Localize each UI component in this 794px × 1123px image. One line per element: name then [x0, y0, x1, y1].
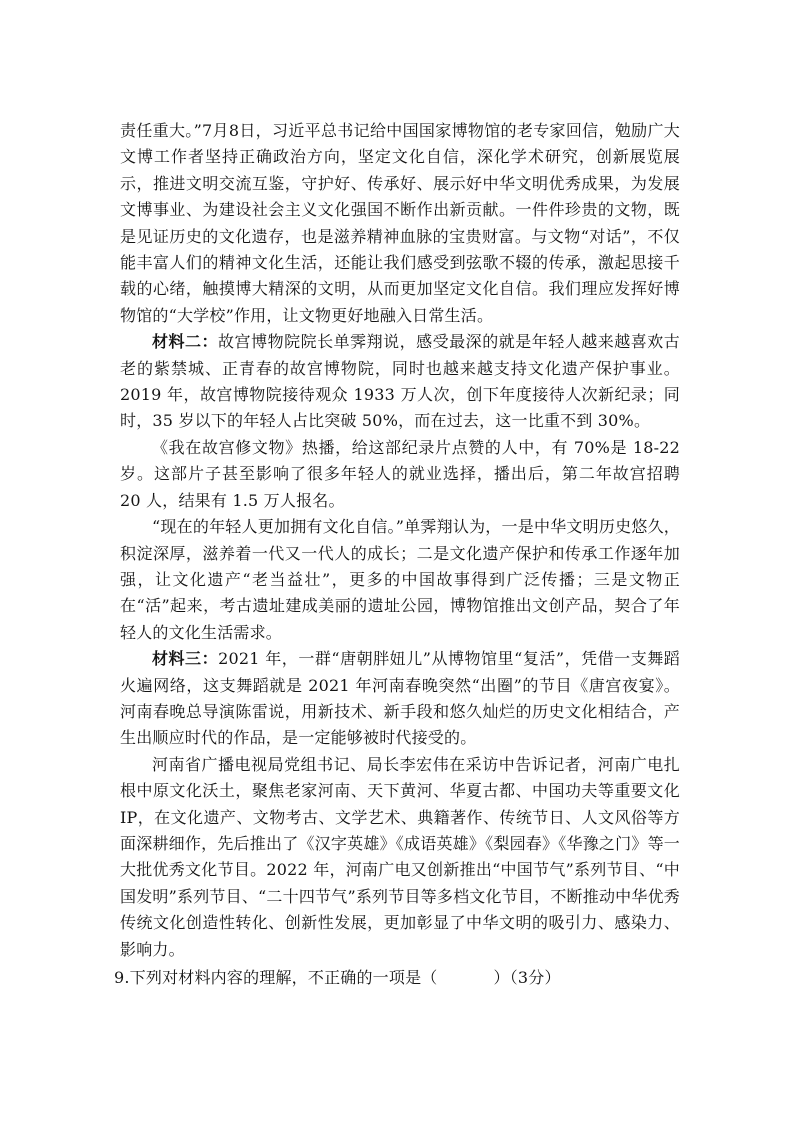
paragraph-2-text: 故宫博物院院长单霁翔说，感受最深的就是年轻人越来越喜欢古老的紫禁城、正青春的故宫博物院，同时也越来越支持文化遗产保护事业。2019 年，故宫博物院接待观众 1933 万人次，创下年度接待人次新纪录；同时，35 岁以下的年轻人占比突破 50%，而在过去，这一比重不到 30%。: [120, 332, 680, 431]
paragraph-4-text: “现在的年轻人更加拥有文化自信。”单霁翔认为，一是中华文明历史悠久，积淀深厚，滋养着一代又一代人的成长；二是文化遗产保护和传承工作逐年加强，让文化遗产“老当益壮”，更多的中国故事得到广泛传播；三是文物正在“活”起来，考古遗址建成美丽的遗址公园，博物馆推出文创产品，契合了年轻人的文化生活需求。: [120, 517, 680, 642]
paragraph-3: [120, 435, 680, 514]
paragraph-4: [120, 514, 680, 646]
article-body: [114, 118, 680, 991]
question-stem: 9.下列对材料内容的理解，不正确的一项是（: [114, 968, 438, 987]
paragraph-1-text: 责任重大。”7月8日，习近平总书记给中国国家博物馆的老专家回信，勉励广大文博工作者坚持正确政治方向，坚定文化自信，深化学术研究，创新展览展示，推进文明交流互鉴，守护好、传承好、展示好中华文明优秀成果，为发展文博事业、为建设社会主义文化强国不断作出新贡献。一件件珍贵的文物，既是见证历史的文化遗存，也是滋养精神血脉的宝贵财富。与文物“对话”，不仅能丰富人们的精神文化生活，还能让我们感受到弦歌不辍的传承，激起思接千载的心绪，触摸博大精深的文明，从而更加坚定文化自信。我们理应发挥好博物馆的“大学校”作用，让文物更好地融入日常生活。: [120, 121, 680, 325]
material-three-label: 材料三：: [152, 649, 219, 669]
paragraph-3-text: 《我在故宫修文物》热播，给这部纪录片点赞的人中，有 70%是 18-22 岁。这部片子甚至影响了很多年轻人的就业选择，播出后，第二年故宫招聘 20 人，结果有 1.5 万人报名。: [120, 437, 680, 510]
paragraph-2: [120, 329, 680, 435]
paragraph-5-text: 2021 年，一群“唐朝胖妞儿”从博物馆里“复活”，凭借一支舞蹈火遍网络，这支舞蹈就是 2021 年河南春晚突然“出圈”的节目《唐宫夜宴》。河南春晚总导演陈雷说，用新技术、新手段和悠久灿烂的历史文化相结合，产生出顺应时代的作品，是一定能够被时代接受的。: [120, 649, 680, 748]
material-two-label: 材料二：: [152, 332, 219, 352]
paragraph-6: [120, 752, 680, 963]
question-points: ）（3分）: [493, 968, 561, 987]
paragraph-1: [120, 118, 680, 329]
paragraph-6-text: 河南省广播电视局党组书记、局长李宏伟在采访中告诉记者，河南广电扎根中原文化沃土，聚焦老家河南、天下黄河、华夏古都、中国功夫等重要文化 IP，在文化遗产、文物考古、文学艺术、典籍著作、传统节日、人文风俗等方面深耕细作，先后推出了《汉字英雄》《成语英雄》《梨园春》《华豫之门》等一大批优秀文化节目。2022 年，河南广电又创新推出“中国节气”系列节目、“中国发明”系列节目、“二十四节气”系列节目等多档文化节目，不断推动中华优秀传统文化创造性转化、创新性发展，更加彰显了中华文明的吸引力、感染力、影响力。: [120, 754, 680, 959]
paragraph-5: [120, 646, 680, 752]
question-9: [114, 965, 680, 991]
